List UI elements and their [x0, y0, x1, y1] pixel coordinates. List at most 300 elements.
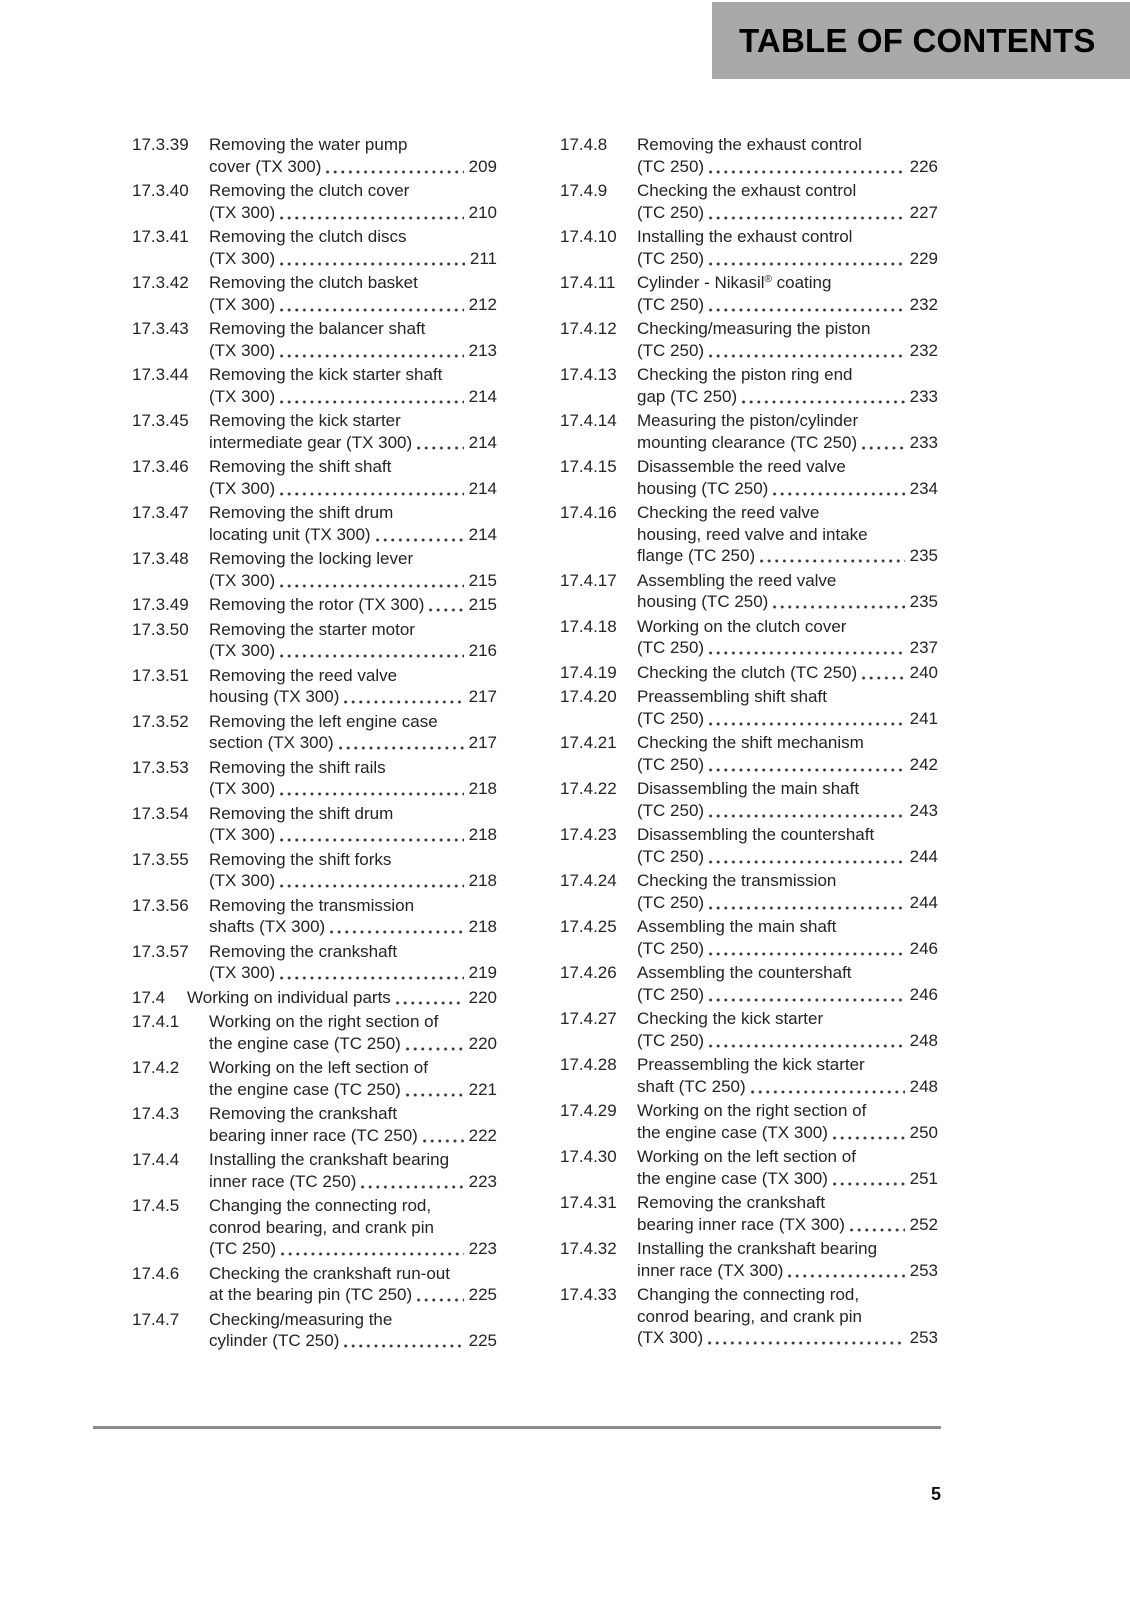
toc-entry-line: [209, 410, 497, 432]
toc-entry[interactable]: [132, 548, 497, 591]
toc-entry-line: [637, 1076, 938, 1098]
toc-entry-page: 241: [909, 708, 938, 728]
toc-entry-text: Checking the reed valve: [637, 503, 820, 522]
toc-entry[interactable]: [132, 1195, 497, 1260]
toc-entry[interactable]: [560, 616, 938, 659]
toc-entry-number: 17.4.14: [560, 411, 617, 430]
toc-entry-text: at the bearing pin (TC 250): [209, 1285, 413, 1304]
toc-entry-title: [637, 1238, 938, 1281]
toc-entry-line: [637, 892, 938, 914]
dotted-leader: [429, 608, 463, 612]
toc-entry[interactable]: [560, 1192, 938, 1235]
toc-entry-text: Removing the crankshaft: [209, 941, 398, 961]
toc-entry-text: (TX 300): [209, 386, 276, 406]
toc-entry-line: [209, 962, 497, 984]
toc-entry-title: [209, 1011, 497, 1054]
toc-entry-text: Checking the crankshaft run-out: [209, 1263, 450, 1283]
toc-entry-line: [209, 916, 497, 938]
toc-entry-number: 17.4.22: [560, 779, 617, 798]
toc-entry-text: Removing the kick starter: [209, 411, 401, 430]
toc-entry-line: [637, 637, 938, 659]
toc-entry-page: 218: [468, 917, 497, 936]
toc-entry-text: (TX 300): [209, 570, 276, 590]
dotted-leader: [773, 605, 904, 609]
dotted-leader: [709, 354, 905, 358]
dotted-leader: [280, 308, 463, 312]
toc-entry-number: 17.3.46: [132, 457, 189, 476]
toc-entry-text: Checking/measuring the: [209, 1309, 393, 1329]
dotted-leader: [709, 1044, 905, 1048]
toc-entry-line: [637, 294, 938, 316]
toc-entry-text: Preassembling the kick starter: [637, 1055, 865, 1074]
toc-entry-page: 214: [468, 478, 497, 498]
toc-entry-title: [637, 410, 938, 453]
toc-entry-title: [209, 272, 497, 315]
toc-entry-line: [637, 1284, 938, 1306]
toc-entry-page: 237: [909, 638, 938, 657]
dotted-leader: [280, 262, 465, 266]
toc-entry-line: [209, 1103, 497, 1125]
toc-entry[interactable]: [560, 410, 938, 453]
toc-entry-text: shafts (TX 300): [209, 917, 326, 936]
toc-entry-line: [637, 432, 938, 454]
toc-entry-text: housing (TX 300): [209, 687, 340, 706]
toc-entry-page: 235: [909, 592, 938, 611]
dotted-leader: [709, 308, 905, 312]
toc-entry-number: 17.4.24: [560, 871, 617, 890]
toc-entry-text: (TC 250): [637, 638, 705, 657]
toc-entry-text: cover (TX 300): [209, 156, 322, 176]
toc-entry[interactable]: [560, 870, 938, 913]
toc-entry-title: [209, 941, 497, 984]
toc-entry[interactable]: [132, 757, 497, 800]
toc-entry-line: [637, 456, 938, 478]
toc-entry-line: [209, 778, 497, 800]
toc-entry-number: 17.4.11: [560, 273, 616, 292]
dotted-leader: [280, 884, 463, 888]
toc-entry-text: Assembling the main shaft: [637, 917, 837, 936]
toc-entry-line: [637, 1168, 938, 1190]
toc-entry-title: [209, 134, 497, 177]
toc-entry-text: Working on the right section of: [637, 1101, 867, 1120]
toc-entry[interactable]: [132, 1263, 497, 1306]
toc-entry[interactable]: [132, 1011, 497, 1054]
toc-entry-line: [637, 1054, 938, 1076]
page-title: TABLE OF CONTENTS: [739, 21, 1096, 59]
toc-entry-text: (TC 250): [209, 1239, 277, 1258]
toc-entry[interactable]: [132, 619, 497, 662]
toc-entry-page: 217: [468, 733, 497, 752]
toc-entry-line: [209, 248, 497, 270]
toc-entry[interactable]: [560, 1284, 938, 1349]
dotted-leader: [280, 492, 463, 496]
toc-entry-line: [637, 410, 938, 432]
toc-entry-line: [637, 962, 938, 984]
toc-entry-page: 253: [909, 1260, 938, 1280]
toc-entry[interactable]: [132, 410, 497, 453]
toc-entry-page: 232: [909, 340, 938, 360]
toc-entry-title: [637, 778, 938, 821]
toc-entry-line: [637, 502, 938, 524]
toc-entry[interactable]: [560, 456, 938, 499]
toc-entry-number: 17.3.51: [132, 665, 189, 685]
toc-entry-page: 251: [909, 1168, 938, 1188]
toc-entry-text: (TC 250): [637, 202, 705, 222]
toc-entry-number: 17.4.17: [560, 570, 617, 590]
toc-entry-number: 17.4.2: [132, 1058, 180, 1077]
toc-entry[interactable]: [132, 1057, 497, 1100]
toc-entry-line: [187, 987, 497, 1009]
toc-entry-line: [637, 800, 938, 822]
toc-entry-text: Checking the kick starter: [637, 1009, 824, 1028]
toc-entry-title: [637, 226, 938, 269]
toc-entry[interactable]: [560, 1146, 938, 1189]
toc-entry-line: [209, 294, 497, 316]
dotted-leader: [417, 1298, 463, 1302]
toc-entry-text: conrod bearing, and crank pin: [209, 1217, 434, 1237]
toc-entry[interactable]: [560, 824, 938, 867]
toc-entry-page: 253: [909, 1328, 938, 1347]
toc-entry-line: [209, 1238, 497, 1260]
toc-entry[interactable]: [560, 1238, 938, 1281]
toc-entry[interactable]: [560, 778, 938, 821]
toc-entry-text: Checking the exhaust control: [637, 181, 857, 200]
toc-entry-text: bearing inner race (TX 300): [637, 1214, 845, 1234]
toc-entry-text: Measuring the piston/cylinder: [637, 411, 859, 430]
toc-entry-line: [637, 386, 938, 408]
toc-entry-line: [637, 202, 938, 224]
toc-entry-line: [209, 226, 497, 248]
toc-entry-page: 220: [468, 1033, 497, 1053]
toc-entry-text: Removing the clutch cover: [209, 181, 410, 200]
toc-entry-line: [637, 732, 938, 754]
toc-entry-title: [209, 619, 497, 662]
toc-entry-title: [209, 364, 497, 407]
toc-entry[interactable]: [560, 502, 938, 567]
toc-entry[interactable]: [560, 962, 938, 1005]
toc-entry[interactable]: [132, 849, 497, 892]
toc-entry[interactable]: [560, 662, 938, 684]
dotted-leader: [376, 538, 464, 542]
toc-entry[interactable]: [132, 711, 497, 754]
toc-entry-line: [209, 640, 497, 662]
toc-entry[interactable]: [560, 364, 938, 407]
toc-entry-text: Removing the rotor (TX 300): [209, 595, 425, 614]
toc-entry-line: [209, 272, 497, 294]
dotted-leader: [280, 354, 463, 358]
toc-entry-title: [209, 1057, 497, 1100]
toc-entry[interactable]: [560, 686, 938, 729]
toc-entry-line: [637, 156, 938, 178]
dotted-leader: [709, 768, 905, 772]
toc-entry-text: Removing the starter motor: [209, 619, 415, 639]
toc-entry[interactable]: [132, 502, 497, 545]
toc-entry-page: 225: [468, 1331, 497, 1350]
toc-entry-text: Preassembling shift shaft: [637, 687, 827, 706]
toc-entry-number: 17.4.4: [132, 1150, 180, 1169]
toc-entry-line: [637, 846, 938, 868]
toc-entry-title: [637, 1284, 938, 1349]
toc-entry-title: [637, 732, 938, 775]
toc-entry-line: [209, 1330, 497, 1352]
toc-entry-text: Removing the balancer shaft: [209, 319, 426, 338]
toc-entry-text: section (TX 300): [209, 733, 334, 752]
toc-entry-title: [637, 134, 938, 177]
toc-entry[interactable]: [560, 180, 938, 223]
toc-entry-number: 17.4.19: [560, 662, 617, 682]
toc-entry-title: [209, 1309, 497, 1352]
toc-entry-line: [209, 665, 497, 687]
toc-entry-title: [637, 364, 938, 407]
toc-entry-title: [209, 456, 497, 499]
toc-entry[interactable]: [560, 1008, 938, 1051]
toc-entry-text: the engine case (TX 300): [637, 1168, 828, 1188]
toc-entry-title: [209, 318, 497, 361]
toc-entry-text: the engine case (TC 250): [209, 1079, 401, 1099]
toc-entry[interactable]: [132, 1149, 497, 1192]
toc-entry[interactable]: [132, 318, 497, 361]
toc-entry-number: 17.4.26: [560, 963, 617, 982]
toc-entry-page: 218: [468, 779, 497, 798]
toc-entry-number: 17.4.29: [560, 1101, 617, 1120]
toc-entry[interactable]: [132, 665, 497, 708]
toc-entry-line: [637, 591, 938, 613]
toc-entry-text: Removing the crankshaft: [637, 1193, 826, 1212]
toc-entry-text: (TC 250): [637, 892, 705, 912]
toc-entry-text: inner race (TC 250): [209, 1171, 357, 1191]
toc-entry-line: [209, 1033, 497, 1055]
toc-entry-text: Removing the shift drum: [209, 803, 394, 823]
table-of-contents: [132, 134, 938, 1355]
toc-entry[interactable]: [560, 570, 938, 613]
toc-entry[interactable]: [560, 732, 938, 775]
dotted-leader: [709, 998, 905, 1002]
toc-entry-number: 17.4.30: [560, 1147, 617, 1166]
toc-entry-text: (TC 250): [637, 984, 705, 1004]
toc-entry-page: 222: [468, 1125, 497, 1145]
dotted-leader: [751, 1090, 905, 1094]
toc-entry-line: [637, 1008, 938, 1030]
toc-entry-title: [209, 548, 497, 591]
toc-entry-text: (TX 300): [209, 779, 276, 798]
toc-entry[interactable]: [132, 987, 497, 1009]
toc-entry-number: 17.4.6: [132, 1263, 180, 1283]
toc-entry-number: 17.4.23: [560, 825, 617, 844]
toc-entry[interactable]: [132, 364, 497, 407]
toc-entry-text: housing, reed valve and intake: [637, 524, 868, 544]
toc-entry-line: [637, 340, 938, 362]
toc-entry-text: Removing the shift shaft: [209, 457, 392, 476]
toc-entry-line: [209, 870, 497, 892]
toc-entry-number: 17.3.55: [132, 849, 189, 869]
toc-entry-text: Checking the transmission: [637, 871, 837, 890]
toc-entry-title: [637, 1008, 938, 1051]
toc-entry-line: [209, 803, 497, 825]
toc-entry[interactable]: [560, 1054, 938, 1097]
toc-entry-page: 212: [468, 294, 497, 314]
toc-entry-title: [209, 410, 497, 453]
toc-entry-title: [209, 1103, 497, 1146]
toc-entry-line: [209, 711, 497, 733]
toc-entry-text: intermediate gear (TX 300): [209, 432, 413, 452]
toc-entry-number: 17.4.20: [560, 687, 617, 706]
toc-entry-line: [637, 272, 938, 294]
toc-entry-line: [209, 1149, 497, 1171]
toc-entry[interactable]: [560, 318, 938, 361]
toc-entry[interactable]: [132, 1309, 497, 1352]
toc-entry-line: [637, 1100, 938, 1122]
toc-entry-number: 17.4.13: [560, 365, 617, 384]
toc-entry-text: (TX 300): [209, 825, 276, 844]
toc-entry-line: [637, 364, 938, 386]
toc-entry-page: 219: [468, 963, 497, 982]
toc-entry-text: Changing the connecting rod,: [637, 1285, 860, 1304]
dotted-leader: [709, 651, 905, 655]
dotted-leader: [280, 584, 463, 588]
toc-entry-line: [209, 1309, 497, 1331]
toc-entry-line: [209, 849, 497, 871]
toc-entry-line: [209, 757, 497, 779]
toc-entry-title: [187, 987, 497, 1009]
toc-entry-text: Removing the kick starter shaft: [209, 365, 443, 384]
toc-entry-number: 17.4.1: [132, 1012, 180, 1031]
dotted-leader: [773, 492, 904, 496]
toc-entry-title: [209, 226, 497, 269]
toc-entry-text: Checking the clutch (TC 250): [637, 662, 858, 682]
toc-entry-page: 250: [909, 1122, 938, 1142]
toc-entry-title: [637, 502, 938, 567]
toc-entry-text: Working on the clutch cover: [637, 616, 847, 636]
toc-entry-text: Removing the water pump: [209, 135, 408, 154]
toc-entry-line: [637, 248, 938, 270]
toc-entry-line: [637, 984, 938, 1006]
toc-entry-page: 232: [909, 294, 938, 314]
dotted-leader: [709, 216, 905, 220]
toc-entry-page: 214: [468, 432, 497, 452]
toc-entry[interactable]: [132, 941, 497, 984]
toc-entry-page: 252: [909, 1214, 938, 1234]
toc-entry-page: 248: [909, 1030, 938, 1050]
toc-entry-title: [637, 916, 938, 959]
toc-entry-number: 17.4.8: [560, 135, 608, 154]
toc-entry-number: 17.3.54: [132, 803, 189, 823]
toc-entry-title: [637, 1054, 938, 1097]
toc-entry-title: [209, 1195, 497, 1260]
toc-entry-line: [637, 478, 938, 500]
dotted-leader: [709, 860, 905, 864]
toc-entry-line: [637, 226, 938, 248]
toc-entry[interactable]: [560, 1100, 938, 1143]
dotted-leader: [862, 446, 904, 450]
toc-entry-title: [637, 662, 938, 684]
toc-entry-number: 17.3.41: [132, 227, 189, 246]
toc-entry-title: [637, 686, 938, 729]
dotted-leader: [326, 170, 463, 174]
toc-entry-number: 17.3.45: [132, 411, 189, 430]
toc-entry-title: [209, 502, 497, 545]
dotted-leader: [417, 446, 463, 450]
toc-entry-number: 17.4.16: [560, 503, 617, 522]
toc-entry-page: 218: [468, 825, 497, 844]
toc-entry-number: 17.4.21: [560, 733, 617, 752]
dotted-leader: [344, 1344, 463, 1348]
toc-entry-text: cylinder (TC 250): [209, 1331, 340, 1350]
dotted-leader: [709, 722, 905, 726]
toc-entry-line: [637, 616, 938, 638]
toc-entry-page: 235: [909, 546, 938, 565]
toc-entry[interactable]: [132, 180, 497, 223]
toc-entry-page: 215: [468, 595, 497, 614]
toc-entry-line: [209, 570, 497, 592]
toc-entry[interactable]: [132, 272, 497, 315]
toc-entry-line: [637, 318, 938, 340]
toc-entry-page: 216: [468, 641, 497, 660]
toc-entry[interactable]: [560, 226, 938, 269]
toc-entry-page: 243: [909, 800, 938, 820]
toc-entry-line: [637, 570, 938, 592]
toc-entry[interactable]: [560, 916, 938, 959]
toc-entry-number: 17.4.7: [132, 1309, 180, 1329]
dotted-leader: [406, 1093, 464, 1097]
dotted-leader: [280, 216, 463, 220]
dotted-leader: [281, 1252, 464, 1256]
toc-entry-text: Removing the reed valve: [209, 665, 398, 685]
toc-entry-line: [637, 824, 938, 846]
toc-entry-number: 17.4.10: [560, 227, 617, 246]
toc-entry[interactable]: [132, 803, 497, 846]
toc-entry[interactable]: [132, 226, 497, 269]
toc-entry-line: [637, 524, 938, 546]
toc-entry-text: Removing the transmission: [209, 895, 415, 915]
toc-entry-text: Disassembling the countershaft: [637, 825, 875, 844]
toc-entry[interactable]: [132, 1103, 497, 1146]
toc-entry-line: [637, 1214, 938, 1236]
toc-entry[interactable]: [132, 134, 497, 177]
toc-entry-number: 17.3.47: [132, 503, 189, 522]
toc-entry-line: [637, 754, 938, 776]
toc-entry-line: [209, 895, 497, 917]
toc-entry-text: Checking/measuring the piston: [637, 319, 871, 338]
dotted-leader: [709, 262, 905, 266]
toc-entry-line: [209, 941, 497, 963]
toc-entry-line: [209, 1171, 497, 1193]
toc-entry[interactable]: [560, 272, 938, 315]
toc-entry-line: [209, 432, 497, 454]
toc-entry-page: 233: [909, 432, 938, 452]
toc-entry[interactable]: [132, 594, 497, 616]
toc-entry-line: [209, 619, 497, 641]
toc-entry-title: [209, 1263, 497, 1306]
toc-entry-text: Working on individual parts: [187, 987, 391, 1007]
dotted-leader: [423, 1139, 464, 1143]
toc-entry-line: [637, 1238, 938, 1260]
toc-column-2: [560, 134, 938, 1355]
toc-entry-page: 218: [468, 871, 497, 890]
toc-entry-text: (TC 250): [637, 248, 705, 268]
toc-entry-number: 17.3.53: [132, 757, 189, 777]
toc-entry-number: 17.3.44: [132, 365, 189, 384]
toc-entry-line: [209, 502, 497, 524]
toc-entry[interactable]: [132, 456, 497, 499]
toc-entry[interactable]: [560, 134, 938, 177]
toc-entry[interactable]: [132, 895, 497, 938]
toc-entry-number: 17.4: [132, 987, 166, 1007]
toc-entry-text: Changing the connecting rod,: [209, 1196, 432, 1215]
toc-entry-text: shaft (TC 250): [637, 1076, 746, 1096]
toc-entry-number: 17.4.15: [560, 457, 617, 476]
toc-entry-page: 227: [909, 202, 938, 222]
toc-entry-text: Removing the clutch basket: [209, 273, 418, 292]
